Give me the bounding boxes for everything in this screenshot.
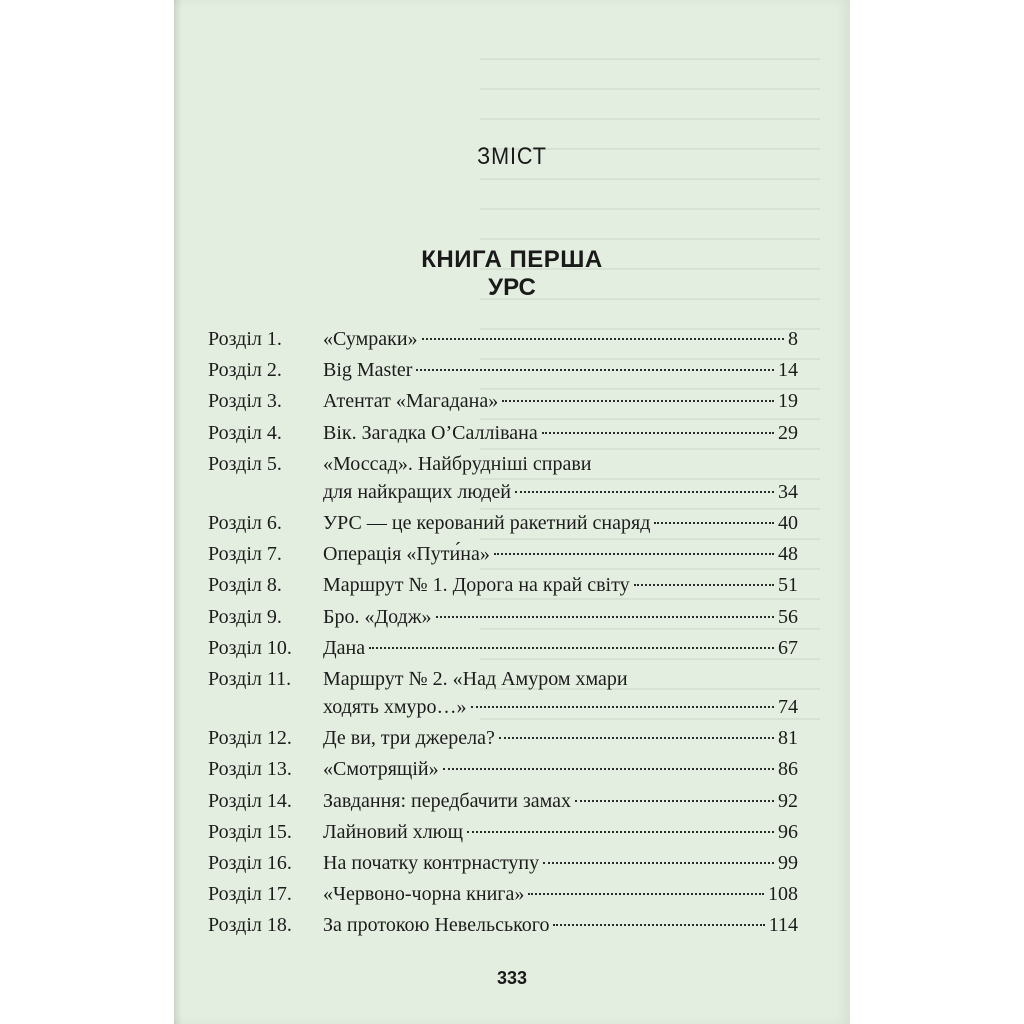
toc-entry (208, 821, 798, 847)
dot-leader (471, 706, 774, 708)
chapter-page: 92 (778, 789, 798, 812)
toc-entry (208, 668, 798, 718)
chapter-title: За протокою Невельського (323, 914, 550, 937)
chapter-title-line (323, 422, 798, 445)
dot-leader (528, 893, 764, 895)
chapter-title-line (323, 852, 798, 875)
chapter-number: Розділ 2. (208, 359, 282, 382)
chapter-number: Розділ 7. (208, 543, 282, 566)
chapter-title-line (323, 328, 798, 351)
chapter-page: 99 (778, 852, 798, 874)
chapter-title-line (323, 696, 798, 719)
chapter-number: Розділ 14. (208, 789, 292, 812)
chapter-title: УРС — це керований ракетний снаряд (323, 512, 651, 534)
toc-entry (208, 852, 798, 878)
chapter-title: Дана (323, 636, 366, 659)
chapter-page: 96 (778, 820, 798, 843)
chapter-number: Розділ 12. (208, 727, 292, 750)
chapter-title-line (323, 512, 798, 535)
chapter-title: Маршрут № 1. Дорога на край світу (323, 574, 630, 597)
chapter-title-line (323, 790, 798, 813)
chapter-title: Завдання: передбачити замах (323, 789, 572, 812)
dot-leader (575, 800, 774, 802)
chapter-title: Бро. «Додж» (323, 605, 432, 628)
chapter-number: Розділ 18. (208, 914, 292, 937)
chapter-title: Лайновий хлющ (323, 820, 464, 843)
chapter-number: Розділ 5. (208, 452, 282, 475)
toc-entry (208, 883, 798, 909)
chapter-number: Розділ 11. (208, 668, 292, 690)
chapter-title-line (323, 727, 798, 750)
dot-leader (543, 862, 774, 864)
toc-entry (208, 758, 798, 784)
chapter-title-line (323, 606, 798, 629)
chapter-page: 74 (778, 696, 798, 718)
chapter-title: Операція «Пути́на» (323, 543, 490, 566)
chapter-title-line-1: «Моссад». Найбрудніші справи (323, 452, 592, 475)
toc-entry (208, 574, 798, 600)
chapter-page: 108 (768, 883, 798, 906)
chapter-page: 48 (778, 543, 798, 566)
chapter-title: На початку контрнаступу (323, 852, 540, 874)
dot-leader (515, 491, 774, 493)
chapter-page: 34 (778, 480, 798, 503)
dot-leader (553, 924, 764, 926)
chapter-title-line (323, 883, 798, 906)
chapter-title: Де ви, три джерела? (323, 727, 495, 750)
toc-entry (208, 452, 798, 503)
chapter-title-line (323, 359, 798, 382)
chapter-number: Розділ 15. (208, 820, 292, 843)
dot-leader (443, 768, 774, 770)
chapter-page: 114 (768, 914, 798, 937)
toc-entry (208, 359, 798, 385)
dot-leader (502, 400, 774, 402)
chapter-page: 14 (778, 359, 798, 382)
chapter-title: ходять хмуро…» (323, 696, 467, 718)
chapter-title: «Смотрящій» (323, 758, 439, 781)
chapter-page: 81 (778, 727, 798, 750)
chapter-title-line (323, 574, 798, 597)
toc-entry (208, 543, 798, 569)
dot-leader (542, 432, 774, 434)
chapter-page: 8 (788, 328, 798, 350)
chapter-title-line-1: Маршрут № 2. «Над Амуром хмари (323, 668, 628, 690)
chapter-number: Розділ 17. (208, 883, 292, 906)
page-number: 333 (496, 968, 528, 988)
chapter-number: Розділ 16. (208, 852, 292, 874)
chapter-number: Розділ 6. (208, 512, 282, 534)
dot-leader (654, 522, 774, 524)
chapter-title: для найкращих людей (323, 480, 511, 503)
chapter-number: Розділ 8. (208, 574, 282, 597)
chapter-title-line (323, 637, 798, 660)
chapter-number: Розділ 9. (208, 605, 282, 628)
chapter-title-line (323, 390, 798, 413)
toc-entry (208, 328, 798, 354)
chapter-title-line (323, 758, 798, 781)
dot-leader (416, 369, 774, 371)
chapter-title: «Червоно-чорна книга» (323, 883, 525, 906)
dot-leader (369, 647, 774, 649)
toc-entry (208, 606, 798, 632)
chapter-page: 19 (778, 390, 798, 413)
chapter-title: Вік. Загадка О’Саллівана (323, 421, 538, 444)
toc-entry (208, 422, 798, 448)
chapter-title: Атентат «Магадана» (323, 390, 499, 413)
chapter-title-line (323, 481, 798, 504)
book-subtitle: УРС (488, 274, 536, 301)
toc-entry (208, 914, 798, 940)
chapter-title: Big Master (323, 359, 413, 382)
chapter-page: 51 (778, 574, 798, 597)
chapter-page: 40 (778, 512, 798, 534)
dot-leader (494, 553, 774, 555)
chapter-page: 29 (778, 421, 798, 444)
toc-entry (208, 790, 798, 816)
dot-leader (467, 831, 774, 833)
chapter-title-line (323, 914, 798, 937)
chapter-title-line (323, 543, 798, 566)
chapter-page: 56 (778, 605, 798, 628)
toc-entry (208, 512, 798, 538)
toc-entry (208, 390, 798, 416)
chapter-page: 86 (778, 758, 798, 781)
chapter-number: Розділ 13. (208, 758, 292, 781)
toc-entry (208, 637, 798, 663)
chapter-number: Розділ 1. (208, 328, 282, 350)
chapter-page: 67 (778, 636, 798, 659)
dot-leader (436, 616, 774, 618)
contents-title: ЗМІСТ (477, 143, 547, 170)
dot-leader (422, 338, 784, 340)
dot-leader (499, 737, 774, 739)
chapter-number: Розділ 4. (208, 421, 282, 444)
chapter-number: Розділ 10. (208, 636, 292, 659)
chapter-title: «Сумраки» (323, 328, 418, 350)
toc-entry (208, 727, 798, 753)
dot-leader (634, 584, 774, 586)
book-title: КНИГА ПЕРША (421, 246, 603, 273)
chapter-title-line (323, 821, 798, 844)
chapter-number: Розділ 3. (208, 390, 282, 413)
